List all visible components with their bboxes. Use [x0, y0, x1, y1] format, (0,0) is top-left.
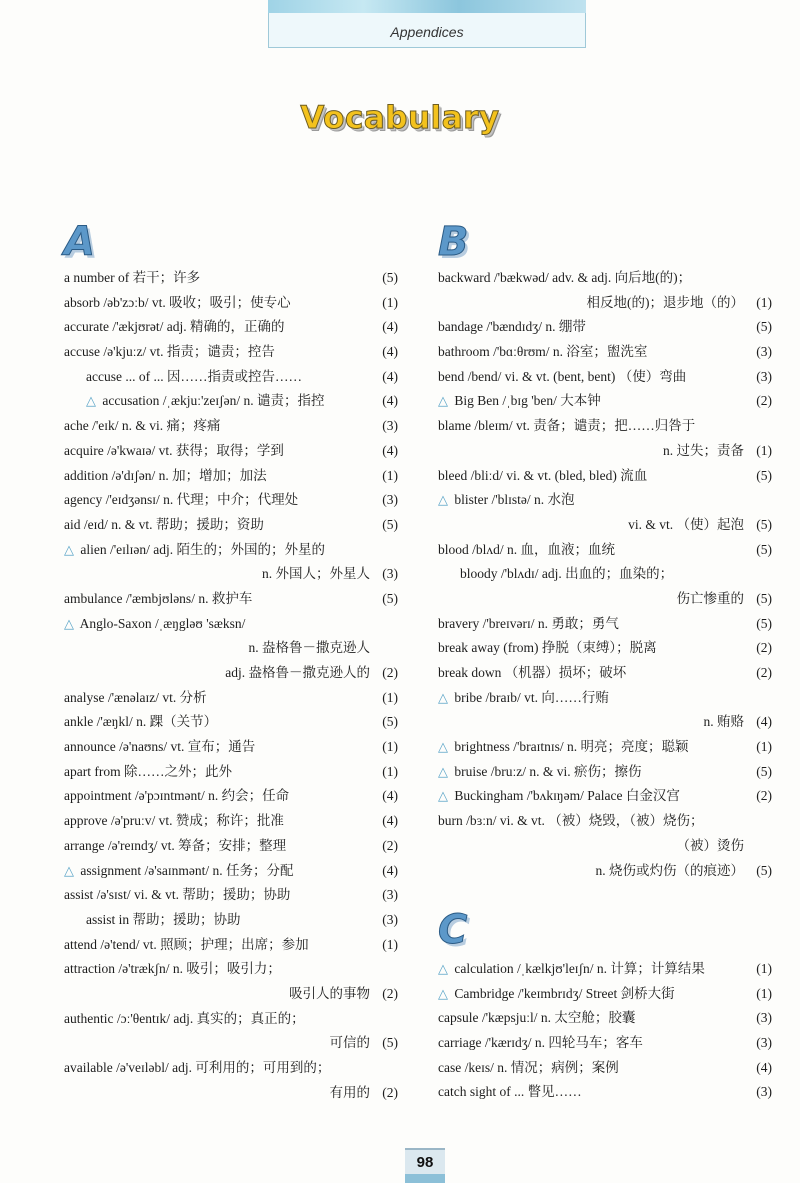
entry-text: break away (from) 挣脱（束缚）；脱离 [438, 640, 657, 656]
entry-unit: (4) [382, 813, 398, 829]
vocab-entry [438, 315, 772, 340]
entry-text: △ Anglo-Saxon /ˌæŋgləʊ 'sæksn/ [64, 615, 246, 631]
vocab-entry [438, 562, 772, 587]
entry-text: agency /'eɪdʒənsɪ/ n. 代理；中介；代理处 [64, 492, 299, 508]
entry-text: attraction /ə'trækʃn/ n. 吸引；吸引力； [64, 961, 281, 977]
vocab-entry [64, 809, 398, 834]
vocab-entry [64, 612, 398, 637]
vocab-entry [438, 760, 772, 785]
entry-text: n. 外国人；外星人 [262, 566, 370, 582]
vocab-entry [64, 710, 398, 735]
vocab-entry [64, 538, 398, 563]
entry-text: attend /ə'tend/ vt. 照顾；护理；出席；参加 [64, 936, 309, 952]
entry-unit: (1) [756, 294, 772, 310]
entry-text: apart from 除……之外；此外 [64, 763, 232, 779]
vocab-entry [64, 636, 398, 661]
entry-unit: (2) [382, 837, 398, 853]
triangle-icon: △ [64, 541, 74, 557]
vocab-entry [438, 982, 772, 1007]
column-b-entries [438, 266, 772, 883]
vocab-entry [64, 340, 398, 365]
entry-text: △ Big Ben /ˌbɪg 'ben/ 大本钟 [438, 393, 601, 409]
entry-text: carriage /'kærɪdʒ/ n. 四轮马车；客车 [438, 1035, 643, 1051]
vocab-entry [438, 488, 772, 513]
entry-text: available /ə'veɪləbl/ adj. 可利用的；可用到的； [64, 1060, 331, 1075]
entry-unit: (4) [382, 319, 398, 335]
entry-text: assist /ə'sɪst/ vi. & vt. 帮助；援助；协助 [64, 887, 291, 903]
vocab-entry [438, 784, 772, 809]
entry-text: 吸引人的事物 [289, 985, 370, 1001]
vocab-entry [64, 266, 398, 291]
vocab-entry [438, 340, 772, 365]
entry-text: backward /'bækwəd/ adv. & adj. 向后地(的)； [438, 270, 692, 285]
vocab-entry [438, 612, 772, 637]
entry-unit: (3) [382, 566, 398, 582]
triangle-icon: △ [438, 393, 448, 409]
section-letter-b: B [438, 219, 469, 265]
vocab-entry [438, 513, 772, 538]
vocab-entry [438, 538, 772, 563]
vocab-entry [64, 735, 398, 760]
entry-text: △ blister /'blɪstə/ n. 水泡 [438, 492, 575, 508]
vocab-entry [438, 1006, 772, 1031]
vocab-entry [438, 957, 772, 982]
entry-unit: (1) [756, 961, 772, 976]
entry-text: ambulance /'æmbjʊləns/ n. 救护车 [64, 590, 253, 606]
column-c-entries [438, 957, 772, 1105]
vocab-entry [438, 587, 772, 612]
vocab-entry [64, 957, 398, 982]
vocab-entry [64, 1081, 398, 1106]
entry-unit: (1) [382, 936, 398, 952]
entry-text: △ accusation /ˌækjuː'zeɪʃən/ n. 谴责；指控 [86, 393, 325, 409]
vocab-entry [64, 661, 398, 686]
entry-unit: (5) [382, 516, 398, 532]
vocab-entry [64, 464, 398, 489]
vocab-entry [64, 784, 398, 809]
entry-text: approve /ə'pruːv/ vt. 赞成；称许；批准 [64, 813, 284, 829]
vocab-entry [438, 1056, 772, 1081]
vocab-entry [438, 414, 772, 439]
vocab-entry [64, 1056, 398, 1081]
vocab-entry [438, 1031, 772, 1056]
page-title: Vocabulary [300, 100, 500, 136]
entry-text: announce /ə'naʊns/ vt. 宣布；通告 [64, 739, 256, 755]
page-number: 98 [405, 1148, 445, 1176]
vocab-entry [438, 661, 772, 686]
entry-text: capsule /'kæpsjuːl/ n. 太空舱；胶囊 [438, 1010, 636, 1026]
entry-text: accuse ... of ... 因……指责或控告…… [86, 368, 302, 384]
entry-unit: (1) [756, 442, 772, 458]
vocab-entry [438, 464, 772, 489]
entry-text: aid /eɪd/ n. & vt. 帮助；援助；资助 [64, 516, 264, 532]
vocab-entry [438, 291, 772, 316]
entry-text: △ brightness /'braɪtnɪs/ n. 明亮；亮度；聪颖 [438, 739, 689, 755]
entry-unit: (1) [382, 689, 398, 705]
entry-unit: (1) [382, 467, 398, 483]
entry-text: bravery /'breɪvərɪ/ n. 勇敢；勇气 [438, 615, 619, 631]
entry-text: adj. 盎格鲁－撒克逊人的 [225, 665, 370, 680]
triangle-icon: △ [438, 985, 448, 1001]
entry-unit: (5) [756, 516, 772, 532]
vocab-entry [438, 636, 772, 661]
entry-text: bandage /'bændɪdʒ/ n. 绷带 [438, 319, 586, 335]
entry-text: （被）烫伤 [676, 837, 744, 853]
entry-unit: (3) [756, 344, 772, 360]
vocab-entry [438, 834, 772, 859]
entry-text: △ Buckingham /'bʌkɪŋəm/ Palace 白金汉宫 [438, 788, 680, 804]
entry-unit: (5) [756, 590, 772, 606]
entry-text: 有用的 [329, 1084, 370, 1100]
entry-unit: (3) [756, 1010, 772, 1026]
entry-text: accuse /ə'kjuːz/ vt. 指责；谴责；控告 [64, 344, 275, 360]
triangle-icon: △ [438, 739, 448, 755]
entry-unit: (4) [382, 393, 398, 409]
entry-text: n. 烧伤或灼伤（的痕迹） [595, 862, 744, 878]
triangle-icon: △ [438, 961, 448, 976]
column-a-entries [64, 266, 398, 1105]
vocab-entry [438, 1080, 772, 1105]
entry-unit: (2) [756, 640, 772, 656]
entry-text: bleed /bliːd/ vi. & vt. (bled, bled) 流血 [438, 467, 648, 483]
entry-unit: (3) [382, 418, 398, 434]
vocab-entry [438, 710, 772, 735]
vocab-entry [438, 439, 772, 464]
vocab-entry [64, 439, 398, 464]
entry-unit: (5) [756, 467, 772, 483]
triangle-icon: △ [438, 689, 448, 705]
entry-unit: (5) [756, 763, 772, 779]
entry-unit: (2) [756, 665, 772, 680]
section-letter-a: A [64, 219, 95, 265]
section-letter-c: C [438, 907, 468, 953]
vocab-entry [64, 834, 398, 859]
entry-unit: (2) [382, 985, 398, 1001]
entry-text: burn /bɜːn/ vi. & vt. （被）烧毁，（被）烧伤； [438, 813, 704, 829]
vocab-entry [64, 1007, 398, 1032]
triangle-icon: △ [64, 615, 74, 631]
triangle-icon: △ [438, 492, 448, 508]
entry-text: 伤亡惨重的 [676, 590, 744, 606]
entry-text: 可信的 [329, 1035, 370, 1051]
vocab-entry [64, 859, 398, 884]
entry-text: n. 盎格鲁－撒克逊人 [248, 640, 370, 656]
vocab-entry [64, 686, 398, 711]
entry-text: bend /bend/ vi. & vt. (bent, bent) （使）弯曲 [438, 368, 687, 384]
entry-text: △ bribe /braɪb/ vt. 向……行贿 [438, 689, 609, 705]
entry-text: n. 过失；责备 [663, 442, 744, 458]
triangle-icon: △ [438, 763, 448, 779]
vocab-entry [438, 809, 772, 834]
entry-unit: (5) [756, 541, 772, 557]
vocab-entry [64, 883, 398, 908]
entry-unit: (4) [382, 862, 398, 878]
entry-text: catch sight of ... 瞥见…… [438, 1084, 582, 1100]
entry-text: bloody /'blʌdɪ/ adj. 出血的；血染的； [460, 566, 674, 582]
entry-text: △ assignment /ə'saɪnmənt/ n. 任务；分配 [64, 862, 294, 878]
entry-unit: (3) [756, 368, 772, 384]
entry-unit: (4) [382, 368, 398, 384]
vocab-entry [64, 365, 398, 390]
entry-text: arrange /ə'reɪndʒ/ vt. 筹备；安排；整理 [64, 837, 287, 853]
entry-unit: (1) [382, 739, 398, 755]
entry-unit: (5) [382, 1035, 398, 1051]
vocab-entry [64, 1031, 398, 1056]
entry-unit: (2) [756, 393, 772, 409]
entry-unit: (2) [756, 788, 772, 804]
entry-text: ache /'eɪk/ n. & vi. 痛；疼痛 [64, 418, 221, 434]
vocab-entry [64, 513, 398, 538]
entry-text: blood /blʌd/ n. 血，血液；血统 [438, 541, 616, 557]
vocab-entry [64, 414, 398, 439]
entry-text: n. 贿赂 [703, 714, 744, 730]
vocab-entry [438, 859, 772, 884]
entry-text: △ calculation /ˌkælkjʊ'leɪʃn/ n. 计算；计算结果 [438, 961, 705, 976]
vocab-entry [64, 908, 398, 933]
entry-unit: (1) [756, 985, 772, 1001]
entry-unit: (5) [382, 270, 398, 285]
vocab-entry [438, 365, 772, 390]
entry-text: △ bruise /bruːz/ n. & vi. 瘀伤；擦伤 [438, 763, 642, 779]
entry-unit: (5) [756, 319, 772, 335]
entry-unit: (3) [756, 1084, 772, 1100]
vocab-entry [64, 933, 398, 958]
entry-unit: (5) [382, 714, 398, 730]
triangle-icon: △ [438, 788, 448, 804]
entry-text: break down （机器）损坏；破坏 [438, 665, 627, 680]
entry-unit: (3) [382, 887, 398, 903]
entry-unit: (5) [756, 862, 772, 878]
vocab-entry [438, 686, 772, 711]
entry-text: assist in 帮助；援助；协助 [86, 911, 241, 927]
vocab-entry [438, 266, 772, 291]
entry-text: vi. & vt. （使）起泡 [628, 516, 744, 532]
entry-text: bathroom /'bɑːθrʊm/ n. 浴室；盥洗室 [438, 344, 648, 360]
entry-unit: (3) [756, 1035, 772, 1051]
vocab-entry [64, 760, 398, 785]
entry-unit: (3) [382, 492, 398, 508]
entry-unit: (4) [756, 1059, 772, 1075]
header-band [268, 0, 586, 13]
entry-text: acquire /ə'kwaɪə/ vt. 获得；取得；学到 [64, 442, 284, 458]
entry-unit: (1) [382, 763, 398, 779]
entry-unit: (2) [382, 1084, 398, 1100]
entry-unit: (4) [382, 788, 398, 804]
vocab-entry [64, 389, 398, 414]
vocab-entry [64, 587, 398, 612]
entry-unit: (3) [382, 911, 398, 927]
entry-text: authentic /ɔː'θentɪk/ adj. 真实的；真正的； [64, 1010, 305, 1026]
entry-unit: (1) [756, 739, 772, 755]
footer-band [405, 1174, 445, 1183]
entry-text: blame /bleɪm/ vt. 责备；谴责；把……归咎于 [438, 418, 696, 434]
vocab-entry [64, 562, 398, 587]
entry-text: accurate /'ækjʊrət/ adj. 精确的，正确的 [64, 319, 285, 335]
entry-text: △ alien /'eɪlɪən/ adj. 陌生的；外国的；外星的 [64, 541, 326, 557]
entry-unit: (4) [382, 442, 398, 458]
triangle-icon: △ [64, 862, 74, 878]
vocab-entry [438, 735, 772, 760]
entry-text: ankle /'æŋkl/ n. 踝（关节） [64, 714, 218, 730]
appendices-header: Appendices [268, 13, 586, 48]
entry-text: analyse /'ænəlaɪz/ vt. 分析 [64, 689, 207, 705]
vocab-entry [64, 488, 398, 513]
vocab-entry [64, 291, 398, 316]
entry-text: appointment /ə'pɔɪntmənt/ n. 约会；任命 [64, 788, 290, 804]
entry-unit: (5) [756, 615, 772, 631]
vocab-entry [64, 315, 398, 340]
triangle-icon: △ [86, 393, 96, 409]
entry-text: addition /ə'dɪʃən/ n. 加；增加；加法 [64, 467, 267, 483]
entry-unit: (2) [382, 665, 398, 680]
entry-text: case /keɪs/ n. 情况；病例；案例 [438, 1059, 619, 1075]
vocab-entry [64, 982, 398, 1007]
entry-text: △ Cambridge /'keɪmbrɪdʒ/ Street 剑桥大街 [438, 985, 675, 1001]
entry-text: absorb /əb'zɔːb/ vt. 吸收；吸引；使专心 [64, 294, 291, 310]
entry-unit: (5) [382, 590, 398, 606]
entry-text: a number of 若干；许多 [64, 270, 201, 285]
entry-unit: (4) [382, 344, 398, 360]
entry-text: 相反地(的)；退步地（的） [586, 294, 744, 310]
entry-unit: (4) [756, 714, 772, 730]
entry-unit: (1) [382, 294, 398, 310]
vocab-entry [438, 389, 772, 414]
